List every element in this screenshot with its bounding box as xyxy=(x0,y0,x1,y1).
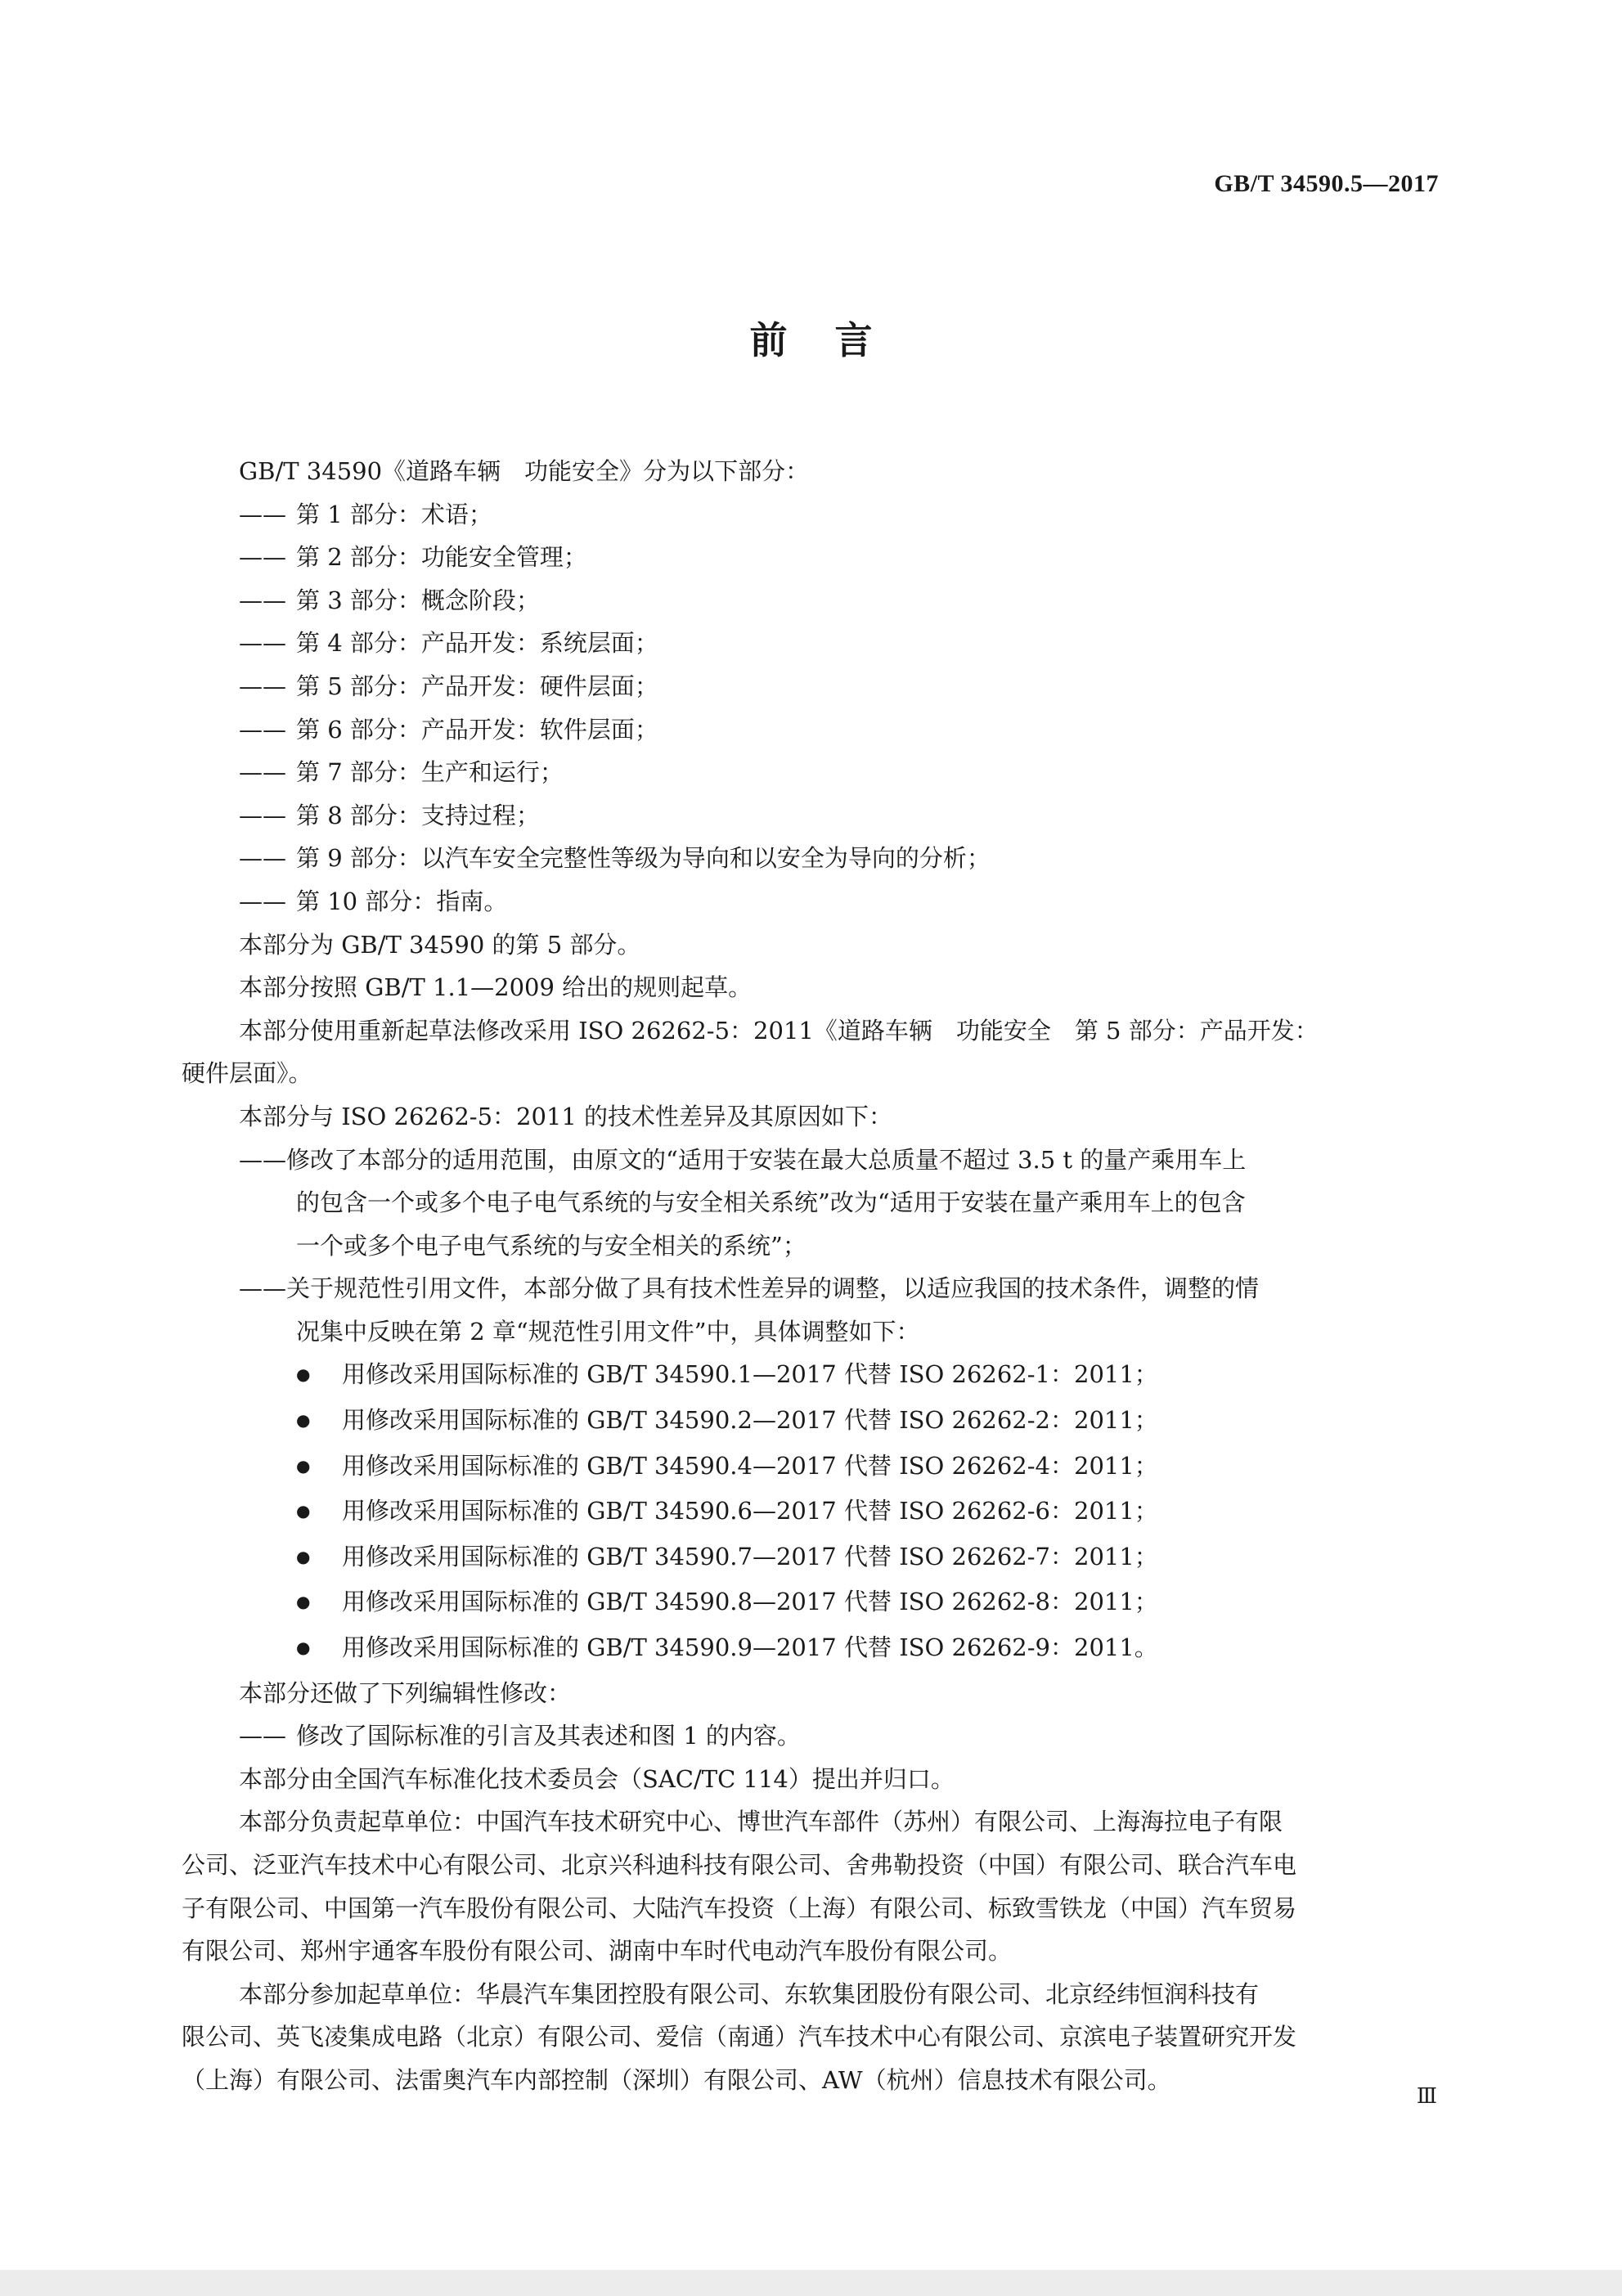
page-bottom-edge xyxy=(0,2270,1622,2296)
bullet-icon xyxy=(296,1489,342,1535)
bullet-icon xyxy=(296,1580,342,1626)
participants-paragraph: 本部分参加起草单位：华晨汽车集团控股有限公司、东软集团股份有限公司、北京经纬恒润科技有 限公司、英飞凌集成电路（北京）有限公司、爱信（南通）汽车技术中心有限公司、京滨电子装置研究开发 （上海）有限公司、法雷奥汽车内部控制（深圳）有限公司、AW（杭州）信息技术有限公司。 xyxy=(182,1979,1297,2094)
proposal-paragraph: 本部分由全国汽车标准化技术委员会（SAC/TC 114）提出并归口。 xyxy=(239,1764,955,1793)
standard-number: GB/T 34590.5—2017 xyxy=(1214,170,1439,197)
list-item: ——关于规范性引用文件，本部分做了具有技术性差异的调整，以适应我国的技术条件，调整的情 况集中反映在第 2 章“规范性引用文件”中，具体调整如下： xyxy=(239,1274,1260,1346)
list-item: —— 第 8 部分：支持过程； xyxy=(239,801,540,829)
bullet-item: ● 用修改采用国际标准的 GB/T 34590.8—2017 代替 ISO 26262-8：2011； xyxy=(182,1580,1440,1626)
bullet-item: ● 用修改采用国际标准的 GB/T 34590.9—2017 代替 ISO 26262-9：2011。 xyxy=(182,1626,1440,1672)
list-item: ——修改了本部分的适用范围，由原文的“适用于安装在最大总质量不超过 3.5 t 的量产乘用车上 的包含一个或多个电子电气系统的与安全相关系统”改为“适用于安装在量产乘用车上的包含 一个或多个电子电气系统的与安全相关的系统”； xyxy=(239,1145,1247,1260)
foreword-body xyxy=(182,450,1440,2102)
list-item: —— 修改了国际标准的引言及其表述和图 1 的内容。 xyxy=(239,1722,801,1750)
list-item: —— 第 9 部分：以汽车安全完整性等级为导向和以安全为导向的分析； xyxy=(239,844,991,873)
bullet-icon xyxy=(296,1445,342,1490)
drafters-paragraph: 本部分负责起草单位：中国汽车技术研究中心、博世汽车部件（苏州）有限公司、上海海拉电子有限 公司、泛亚汽车技术中心有限公司、北京兴科迪科技有限公司、舍弗勒投资（中国）有限公司、联合汽车电 子有限公司、中国第一汽车股份有限公司、大陆汽车投资（上海）有限公司、标致雪铁龙（中国）汽车贸易 有限公司、郑州宇通客车股份有限公司、湖南中车时代电动汽车股份有限公司。 xyxy=(182,1808,1297,1966)
list-item: —— 第 4 部分：产品开发：系统层面； xyxy=(239,629,658,658)
bullet-item: ● 用修改采用国际标准的 GB/T 34590.6—2017 代替 ISO 26262-6：2011； xyxy=(182,1489,1440,1535)
bullet-item: ● 用修改采用国际标准的 GB/T 34590.1—2017 代替 ISO 26262-1：2011； xyxy=(182,1353,1440,1399)
page-number: Ⅲ xyxy=(1416,2084,1437,2108)
differences-heading: 本部分与 ISO 26262-5：2011 的技术性差异及其原因如下： xyxy=(239,1102,893,1130)
bullet-icon xyxy=(296,1399,342,1445)
bullet-item: ● 用修改采用国际标准的 GB/T 34590.2—2017 代替 ISO 26262-2：2011； xyxy=(182,1399,1440,1445)
list-item: —— 第 7 部分：生产和运行； xyxy=(239,758,564,787)
list-item: —— 第 2 部分：功能安全管理； xyxy=(239,543,587,572)
bullet-item: ● 用修改采用国际标准的 GB/T 34590.4—2017 代替 ISO 26262-4：2011； xyxy=(182,1445,1440,1490)
bullet-icon xyxy=(296,1535,342,1581)
bullet-item: ● 用修改采用国际标准的 GB/T 34590.7—2017 代替 ISO 26262-7：2011； xyxy=(182,1535,1440,1581)
list-item: —— 第 6 部分：产品开发：软件层面； xyxy=(239,715,658,744)
editorial-heading: 本部分还做了下列编辑性修改： xyxy=(239,1678,572,1707)
list-item: —— 第 5 部分：产品开发：硬件层面； xyxy=(239,672,658,700)
bullet-icon xyxy=(296,1626,342,1672)
adoption-paragraph: 本部分使用重新起草法修改采用 ISO 26262-5：2011《道路车辆 功能安全 第 5 部分：产品开发： 硬件层面》。 xyxy=(182,1016,1319,1088)
list-item: —— 第 3 部分：概念阶段； xyxy=(239,586,540,614)
intro-paragraph: GB/T 34590《道路车辆 功能安全》分为以下部分： xyxy=(239,457,810,485)
bullet-icon xyxy=(296,1353,342,1399)
part-statement: 本部分为 GB/T 34590 的第 5 部分。 xyxy=(239,930,641,959)
list-item: —— 第 1 部分：术语； xyxy=(239,500,492,528)
drafting-rules: 本部分按照 GB/T 1.1—2009 给出的规则起草。 xyxy=(239,973,753,1002)
page-title: 前言 xyxy=(749,318,920,362)
list-item: —— 第 10 部分：指南。 xyxy=(239,887,508,915)
